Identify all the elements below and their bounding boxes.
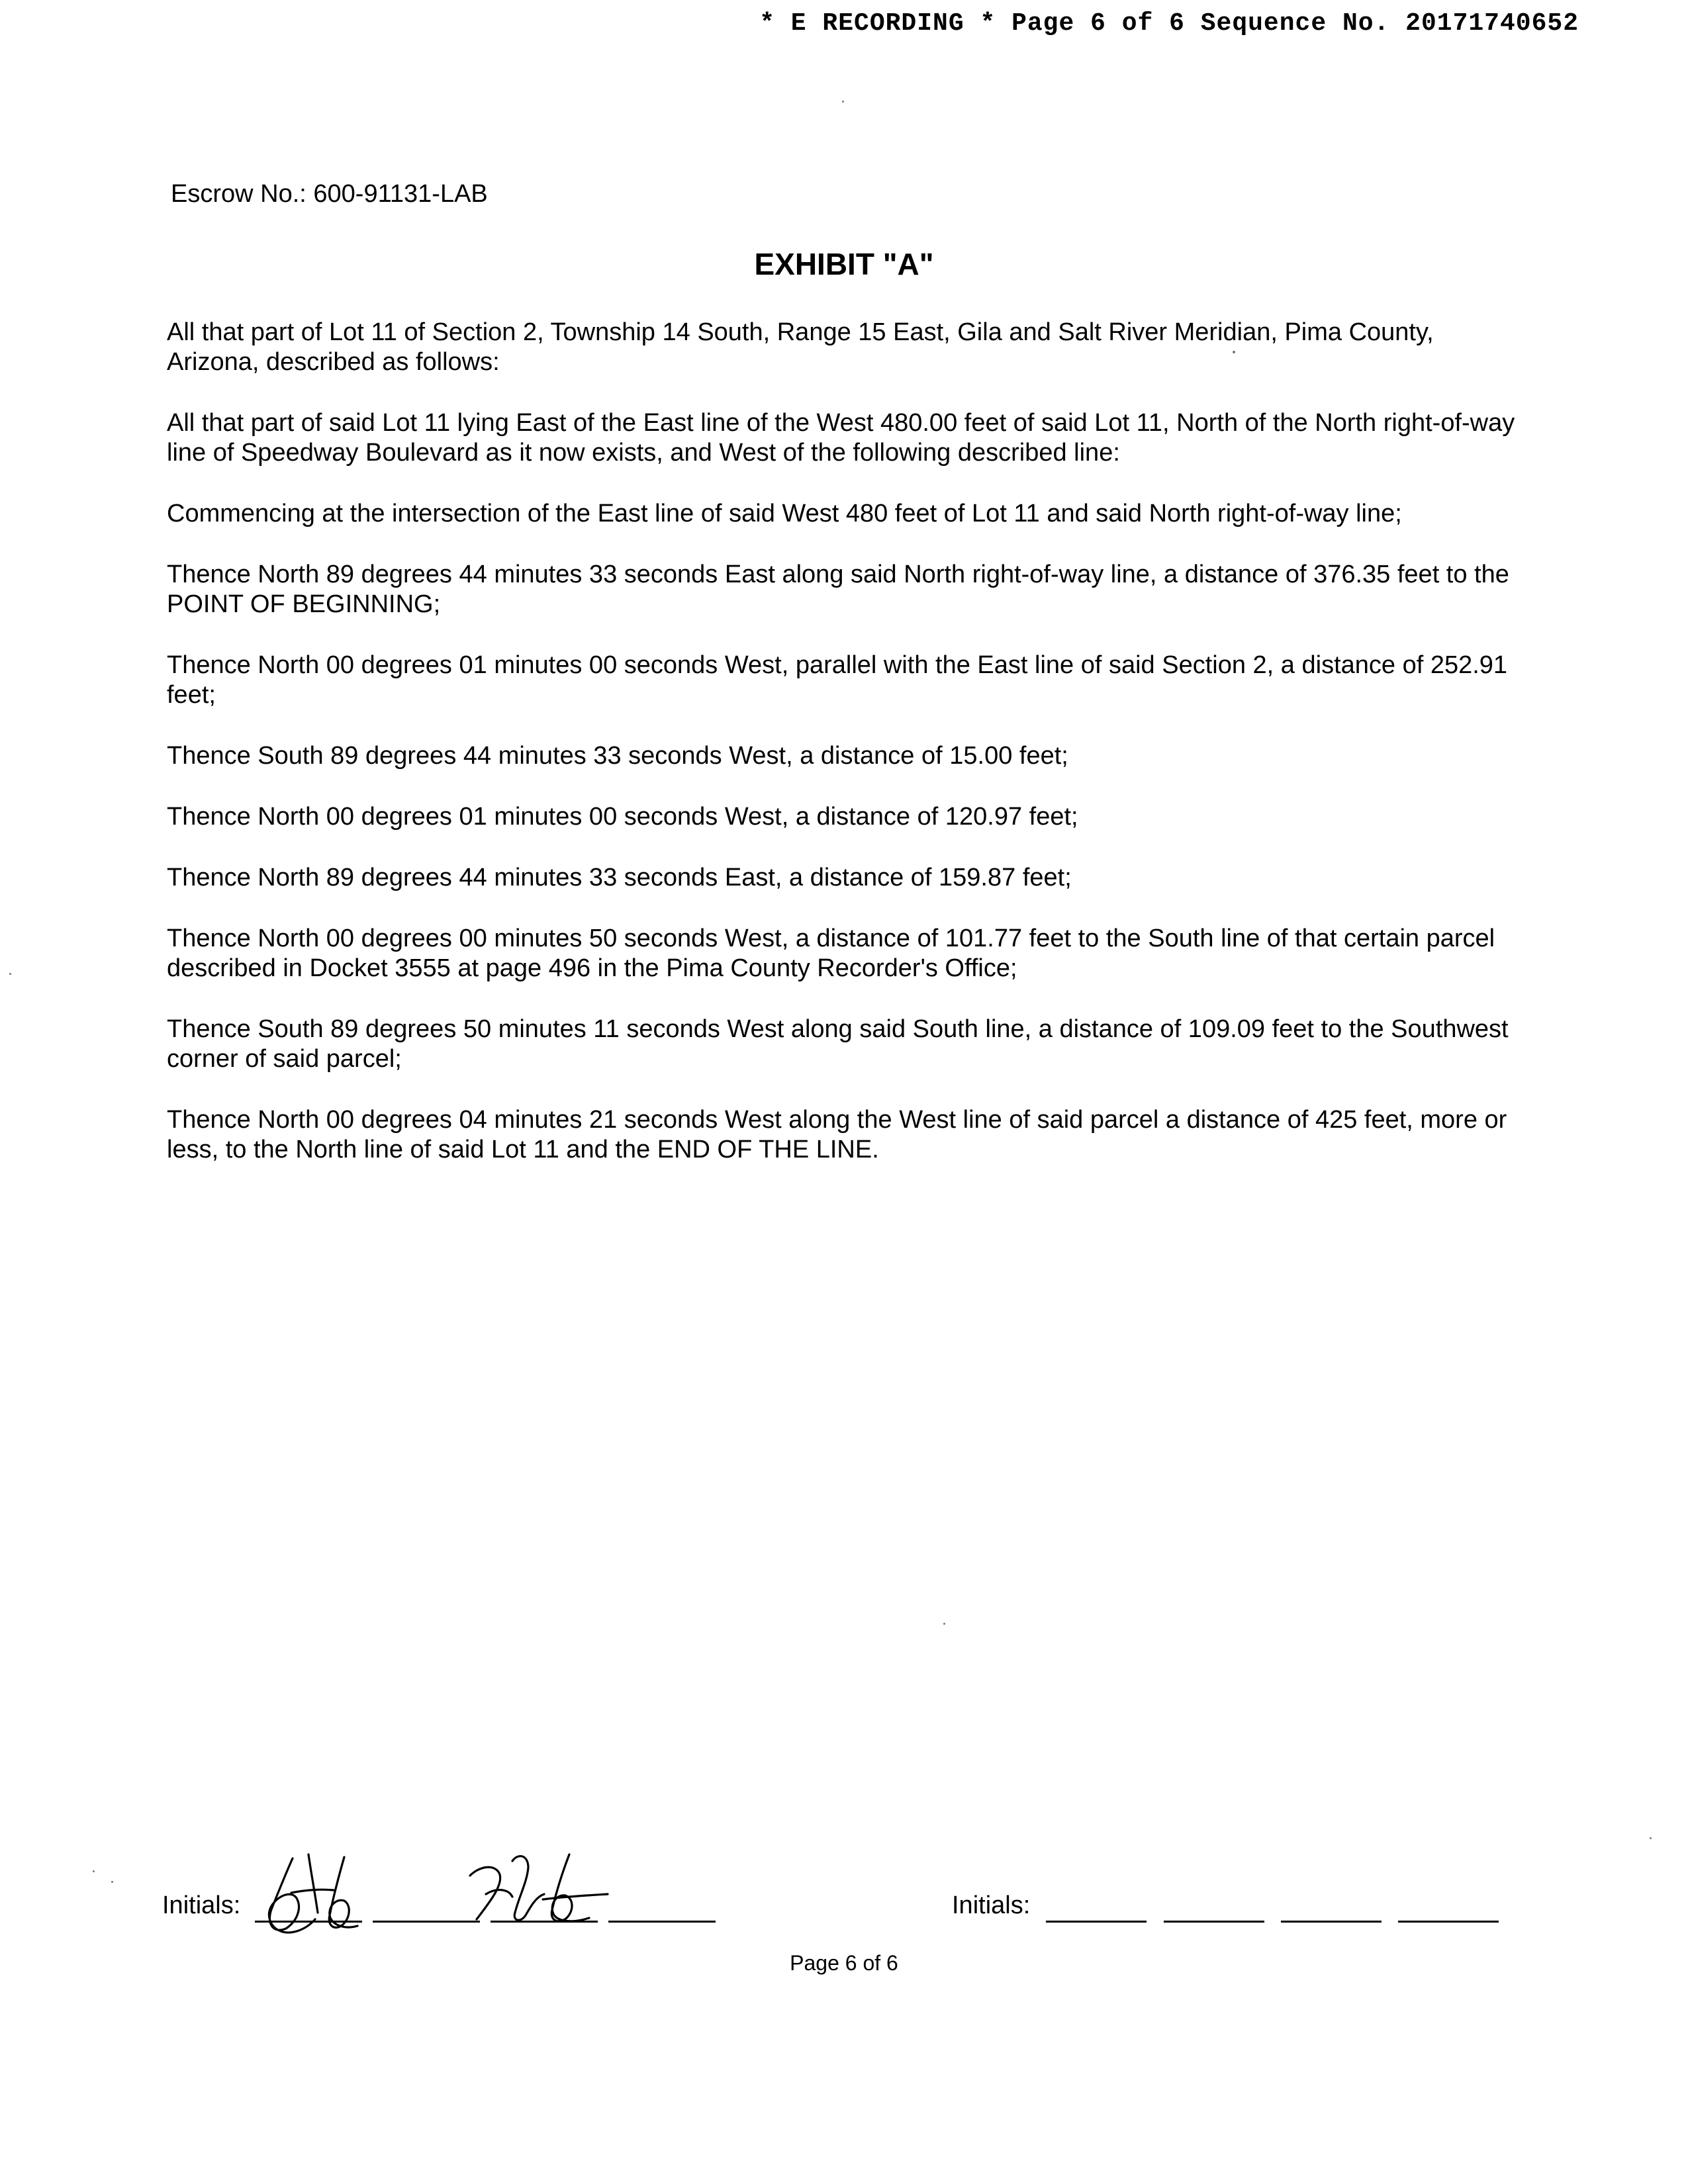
scan-speck [111,1881,113,1883]
handwritten-initials-2 [457,1841,616,1940]
page-number: Page 6 of 6 [790,1951,898,1975]
scan-speck [1650,1837,1652,1839]
paragraph: Thence North 00 degrees 00 minutes 50 seconds West, a distance of 101.77 feet to the South line of that certain parcel described in Docket 3555 at page 496 in the Pima County Recorder's Office; [167,925,1495,982]
scan-speck [1233,351,1235,353]
paragraph: Thence North 00 degrees 04 minutes 21 seconds West along the West line of said parcel a distance of 425 feet, more or less, to the North line of said Lot 11 and the END OF THE LINE. [167,1106,1507,1163]
paragraph: Thence North 00 degrees 01 minutes 00 seconds West, a distance of 120.97 feet; [167,803,1078,831]
initials-label-left: Initials: [162,1891,241,1919]
legal-description [167,318,1530,1196]
initials-line [1281,1921,1382,1923]
paragraph: Commencing at the intersection of the East line of said West 480 feet of Lot 11 and said North right-of-way line; [167,500,1402,527]
scan-speck [93,1870,95,1872]
paragraph: All that part of said Lot 11 lying East of the East line of the West 480.00 feet of said Lot 11, North of the North right-of-way line of Speedway Boulevard as it now exists, and West of the following described line: [167,409,1515,467]
handwritten-initials-1 [252,1846,371,1946]
scan-speck [9,973,11,975]
paragraph: All that part of Lot 11 of Section 2, Township 14 South, Range 15 East, Gila and Salt River Meridian, Pima County, Arizona, described as follows: [167,318,1434,376]
initials-line [608,1921,716,1923]
initials-line [1164,1921,1264,1923]
scan-speck [943,1623,945,1625]
initials-line [1398,1921,1499,1923]
paragraph: Thence North 89 degrees 44 minutes 33 seconds East along said North right-of-way line, a distance of 376.35 feet to the POINT OF BEGINNING; [167,561,1509,618]
paragraph: Thence North 00 degrees 01 minutes 00 seconds West, parallel with the East line of said Section 2, a distance of 252.91 feet; [167,651,1508,709]
paragraph: Thence South 89 degrees 44 minutes 33 seconds West, a distance of 15.00 feet; [167,742,1068,770]
exhibit-title: EXHIBIT "A" [754,247,934,281]
recording-stamp: * E RECORDING * Page 6 of 6 Sequence No. 20171740652 [759,9,1579,38]
scan-speck [842,101,844,103]
paragraph: Thence South 89 degrees 50 minutes 11 seconds West along said South line, a distance of 109.09 feet to the Southwest corner of said parcel; [167,1015,1509,1073]
initials-label-right: Initials: [952,1891,1031,1919]
initials-line [1046,1921,1147,1923]
escrow-number: Escrow No.: 600-91131-LAB [171,180,488,208]
paragraph: Thence North 89 degrees 44 minutes 33 seconds East, a distance of 159.87 feet; [167,864,1072,891]
